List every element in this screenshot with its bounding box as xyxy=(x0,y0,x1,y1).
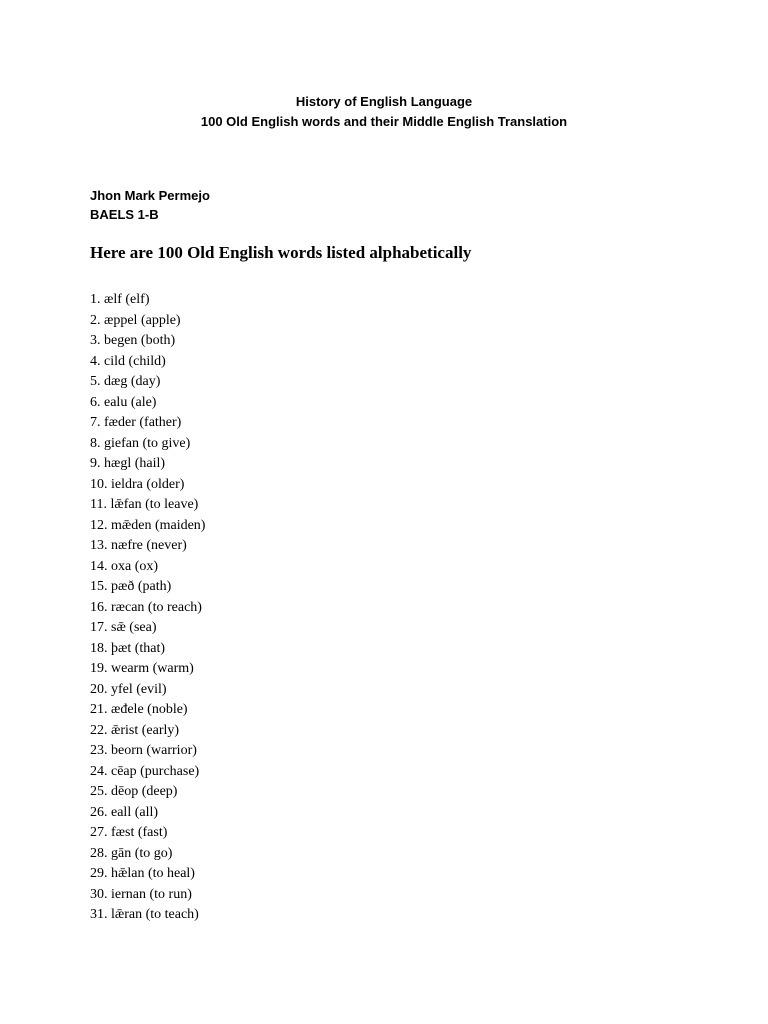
word-list-item: 26. eall (all) xyxy=(90,804,159,820)
word-list-item: 27. fæst (fast) xyxy=(90,825,168,840)
word-list-item: 17. sǣ (sea) xyxy=(90,620,157,635)
word-list-item: 13. næfre (never) xyxy=(90,538,187,553)
word-list-item: 15. pæð (path) xyxy=(90,579,172,594)
word-list-item: 30. iernan (to run) xyxy=(90,886,192,902)
word-list-item: 28. gān (to go) xyxy=(90,845,173,861)
word-list-item: 2. æppel (apple) xyxy=(90,312,181,328)
word-list xyxy=(90,290,205,926)
author-block xyxy=(90,186,210,224)
word-list-item: 11. lǣfan (to leave) xyxy=(90,497,199,512)
word-list-item: 23. beorn (warrior) xyxy=(90,743,197,758)
word-list-item: 18. þæt (that) xyxy=(90,640,166,656)
word-list-item: 10. ieldra (older) xyxy=(90,476,185,492)
word-list-item: 29. hǣlan (to heal) xyxy=(90,866,195,881)
word-list-item: 9. hægl (hail) xyxy=(90,456,166,471)
word-list-item: 22. ǣrist (early) xyxy=(90,722,180,738)
word-list-item: 20. yfel (evil) xyxy=(90,681,167,697)
word-list-item: 12. mǣden (maiden) xyxy=(90,517,206,533)
word-list-item: 8. giefan (to give) xyxy=(90,435,191,451)
word-list-item: 1. ælf (elf) xyxy=(90,292,150,307)
word-list-item: 6. ealu (ale) xyxy=(90,394,157,410)
intro-heading: Here are 100 Old English words listed alphabetically xyxy=(90,243,472,262)
word-list-item: 3. begen (both) xyxy=(90,333,176,348)
word-list-item: 4. cild (child) xyxy=(90,353,166,369)
word-list-item: 16. ræcan (to reach) xyxy=(90,599,202,615)
word-list-item: 21. æđele (noble) xyxy=(90,702,188,717)
word-list-item: 5. dæg (day) xyxy=(90,374,161,389)
document-subtitle: 100 Old English words and their Middle English Translation xyxy=(200,114,568,129)
word-list-item: 7. fæder (father) xyxy=(90,415,182,430)
word-list-item: 25. dēop (deep) xyxy=(90,784,178,799)
word-list-item: 19. wearm (warm) xyxy=(90,661,194,676)
word-list-item: 24. cēap (purchase) xyxy=(90,763,200,779)
word-list-item: 31. lǣran (to teach) xyxy=(90,907,199,922)
word-list-item: 14. oxa (ox) xyxy=(90,558,159,574)
class-section: BAELS 1-B xyxy=(90,207,159,222)
document-title: History of English Language xyxy=(295,94,473,109)
document-header xyxy=(0,92,768,132)
author-name: Jhon Mark Permejo xyxy=(90,188,210,203)
